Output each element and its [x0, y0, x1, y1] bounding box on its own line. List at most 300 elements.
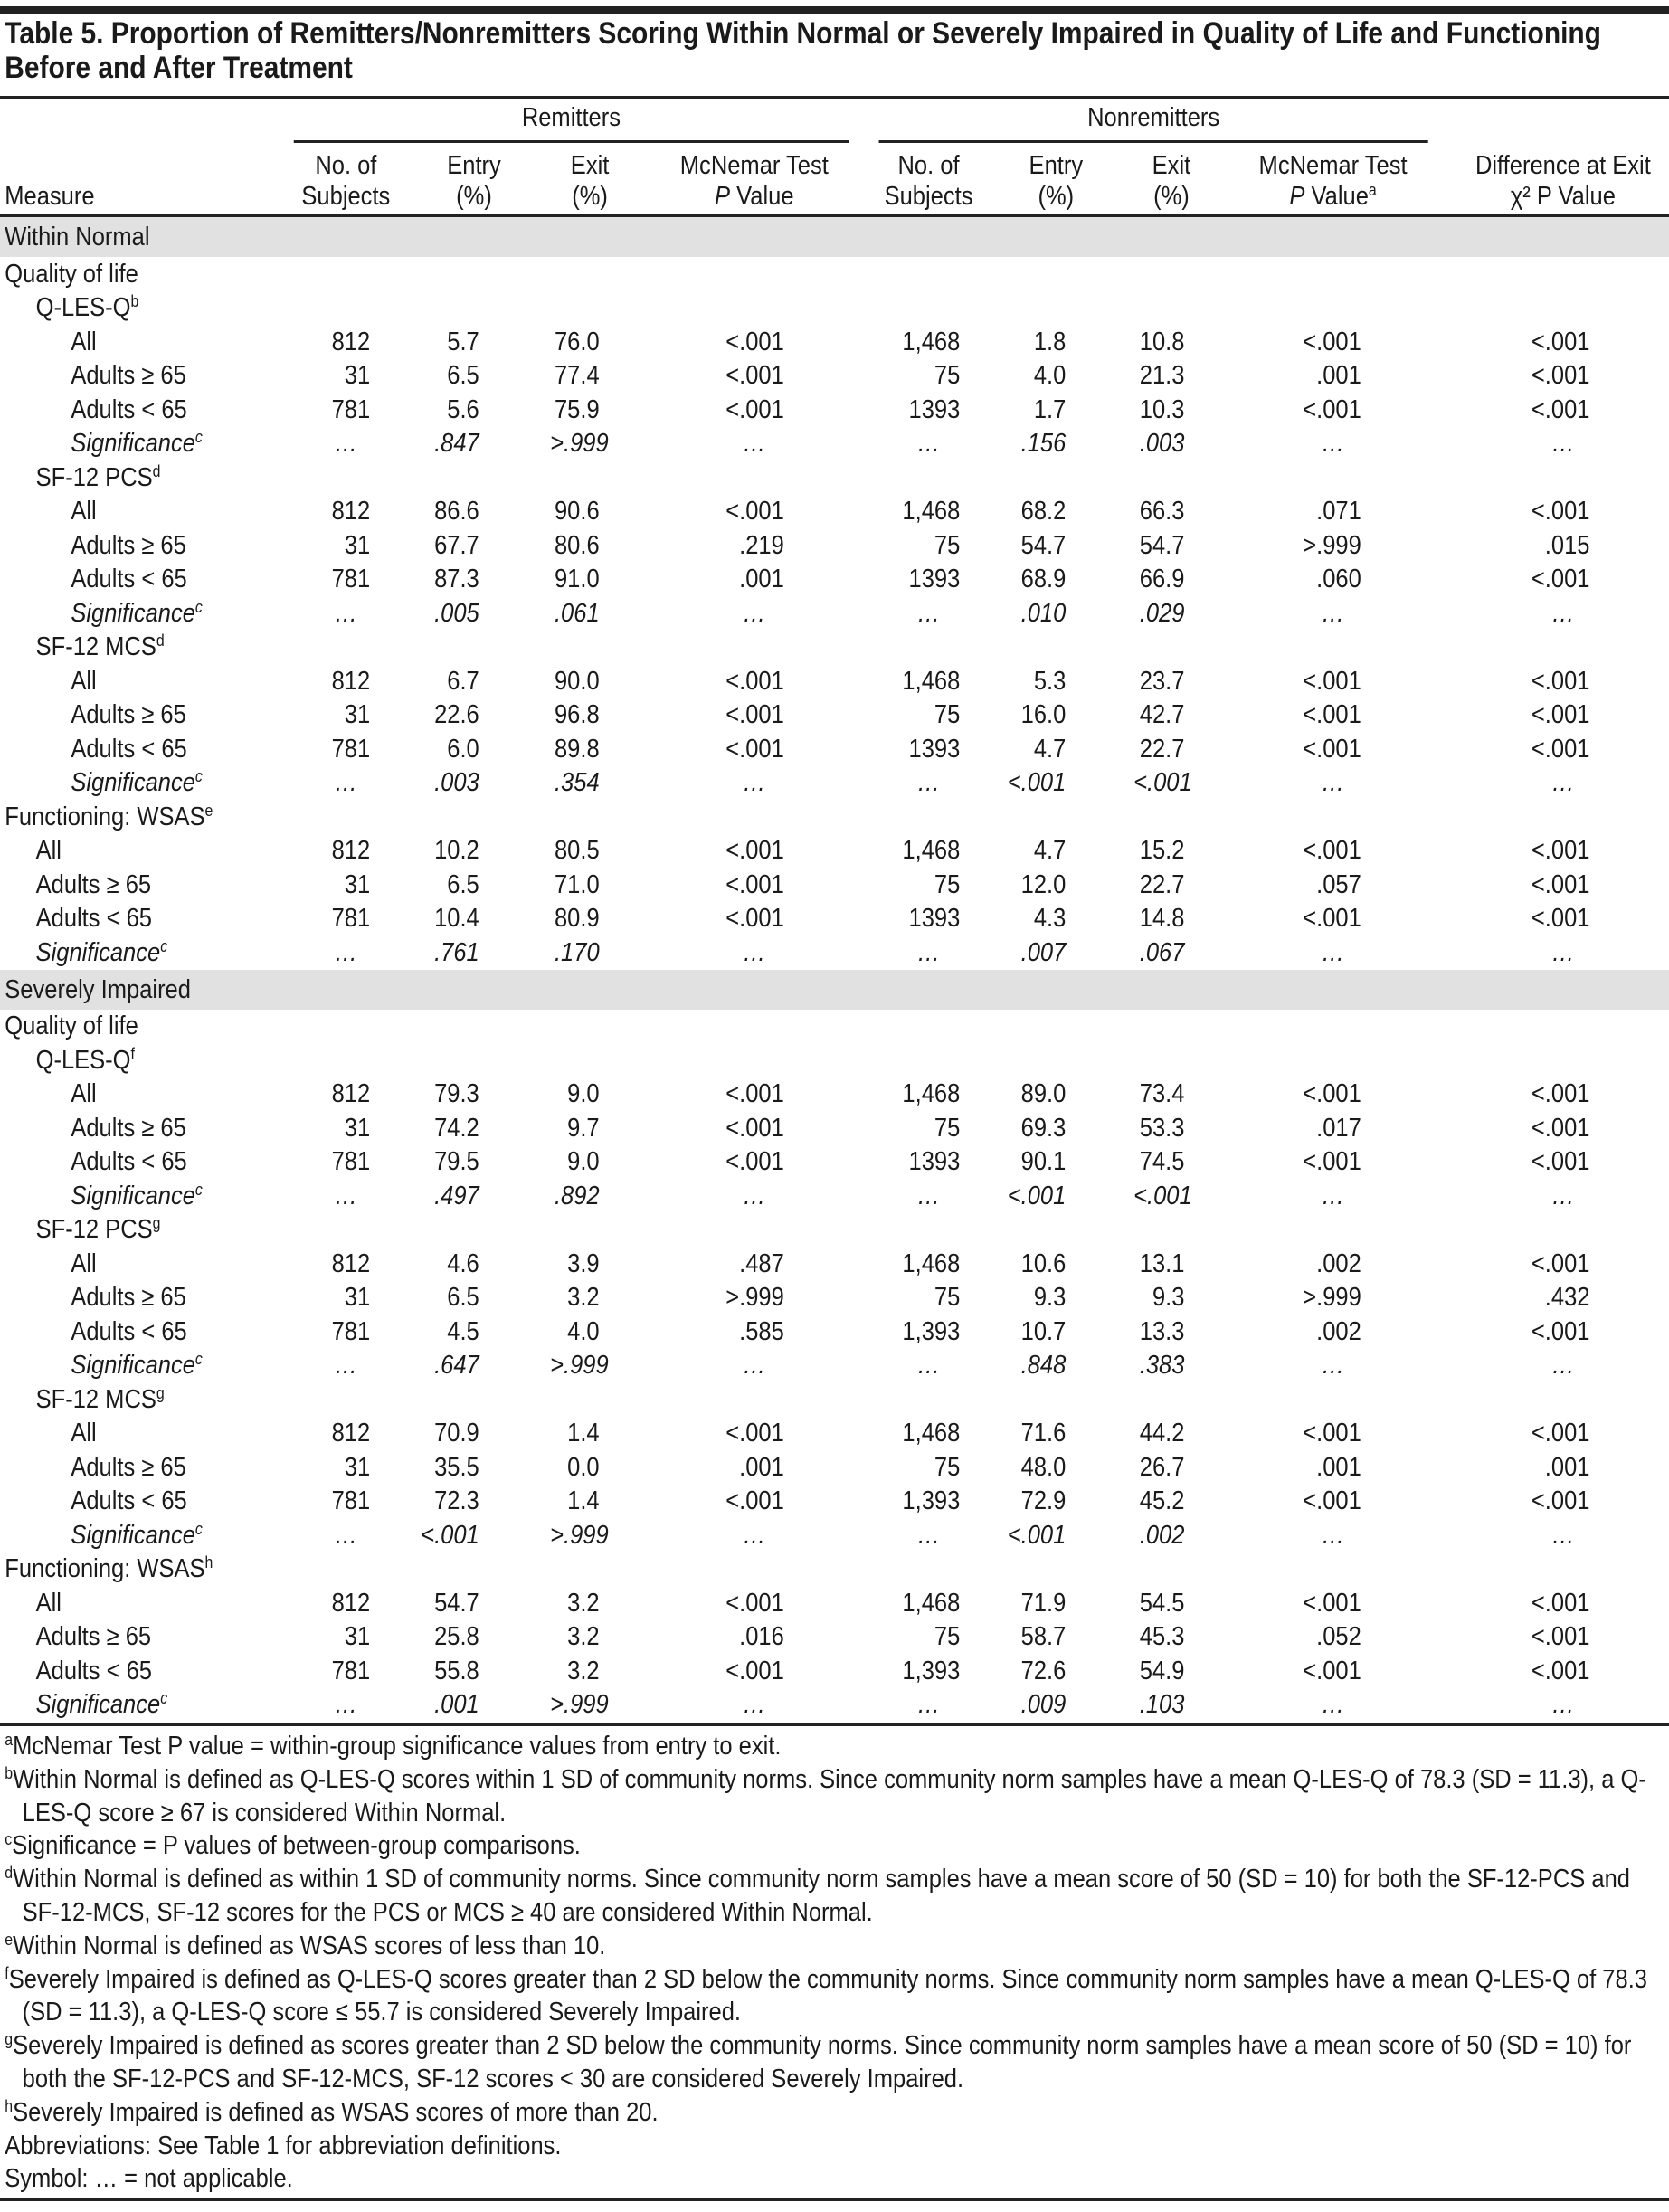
row-label-text: Adults < 65 — [71, 1316, 187, 1346]
table-cell: .009 — [1020, 1690, 1067, 1720]
table-cell: 6.5 — [447, 869, 479, 899]
table-cell: .001 — [1316, 361, 1361, 391]
table-cell: 3.2 — [567, 1283, 600, 1313]
row-label-text: Adults ≥ 65 — [71, 530, 186, 560]
table-cell: 48.0 — [1020, 1452, 1067, 1482]
row-label — [0, 868, 294, 902]
table-cell: <.001 — [1303, 1588, 1361, 1618]
table-cell: .010 — [1020, 598, 1067, 628]
row-label — [0, 631, 1669, 665]
row-label-text: Quality of life — [5, 259, 138, 289]
table-cell: <.001 — [1531, 1588, 1590, 1618]
table-cell: … — [1551, 1520, 1575, 1550]
table-cell: 5.7 — [447, 327, 479, 356]
table-cell: .002 — [1316, 1248, 1361, 1278]
row-label-text: All — [71, 666, 97, 696]
row-label-text: Adults ≥ 65 — [71, 1113, 186, 1143]
table-cell: 812 — [331, 1079, 371, 1109]
footnote — [5, 2162, 1668, 2196]
table-cell: <.001 — [1531, 394, 1590, 424]
footnote-marker: d — [5, 1864, 14, 1883]
row-label-text: Adults < 65 — [35, 904, 152, 934]
footnote-text: Severely Impaired is defined as scores greater than 2 SD below the community norms. Since community norm samples have a mean score of 50 (SD = 10) for both the SF-12-PCS and SF-12-MCS, SF-12 scores < 30 are considered Severely Impaired. — [13, 2031, 1632, 2093]
table-cell: <.001 — [725, 734, 784, 764]
row-label-text: All — [35, 1588, 62, 1618]
table-cell: 86.6 — [434, 497, 479, 527]
table-cell: .432 — [1544, 1283, 1590, 1313]
table-cell: 10.8 — [1139, 327, 1185, 356]
column-header — [398, 143, 550, 212]
table-cell: 812 — [331, 1248, 371, 1278]
table-cell: <.001 — [725, 904, 784, 934]
row-label — [0, 800, 1669, 834]
table-cell: 75 — [934, 1283, 961, 1313]
footnote-marker: d — [156, 631, 165, 650]
column-header-line: Difference at Exit — [1475, 151, 1651, 180]
table-row — [0, 1315, 1669, 1349]
column-header — [550, 143, 630, 212]
table-row — [0, 1179, 1669, 1213]
table-cell: 79.3 — [434, 1079, 479, 1109]
table-cell: … — [916, 1181, 941, 1210]
table-cell: … — [1321, 768, 1345, 798]
table-cell: .219 — [739, 530, 784, 560]
table-cell: 69.3 — [1020, 1113, 1067, 1143]
table-cell: <.001 — [1303, 327, 1361, 356]
table-cell: 71.6 — [1020, 1419, 1067, 1448]
table-cell: … — [916, 937, 941, 967]
footnote-marker: a — [1368, 181, 1377, 199]
table-cell: 14.8 — [1139, 904, 1185, 934]
group-row — [0, 1382, 1669, 1417]
column-header-line: McNemar Test — [679, 151, 829, 180]
table-cell: 67.7 — [434, 530, 479, 560]
table-cell: <.001 — [1531, 1147, 1590, 1177]
table-cell: … — [743, 1351, 766, 1381]
table-cell: >.999 — [725, 1283, 784, 1313]
table-cell: … — [334, 937, 358, 967]
table-cell: .016 — [739, 1622, 784, 1652]
table-cell: <.001 — [1531, 1316, 1590, 1346]
top-bar — [0, 6, 1669, 14]
table-cell: 9.3 — [1152, 1283, 1185, 1313]
table-cell: <.001 — [421, 1520, 479, 1550]
table-cell: 31 — [344, 1452, 371, 1482]
table-cell: … — [743, 598, 766, 628]
row-label-text: Adults ≥ 65 — [35, 869, 152, 899]
table-cell: … — [1551, 1690, 1575, 1720]
table-cell: <.001 — [1303, 904, 1361, 934]
row-label — [0, 664, 294, 698]
row-label-text: Significance — [71, 1520, 195, 1550]
table-cell: <.001 — [725, 361, 784, 391]
table-cell: 73.4 — [1139, 1079, 1185, 1109]
table-cell: 31 — [344, 700, 371, 730]
table-cell: 1393 — [908, 734, 961, 764]
group-row — [0, 291, 1669, 326]
footnote-text: Symbol: … = not applicable. — [5, 2164, 293, 2194]
table-cell: 10.2 — [434, 836, 479, 866]
table-cell: … — [1551, 429, 1575, 459]
footnote-marker: c — [194, 1350, 203, 1369]
row-label-text: Q-LES-Q — [35, 1045, 131, 1075]
table-cell: 68.9 — [1020, 565, 1067, 594]
column-header — [1456, 143, 1669, 212]
row-label-text: All — [71, 1419, 97, 1448]
table-cell: … — [1551, 768, 1575, 798]
table-cell: 72.6 — [1020, 1656, 1067, 1685]
table-cell: … — [334, 1351, 358, 1381]
p-letter: P — [715, 182, 731, 211]
table-cell: 4.6 — [447, 1248, 479, 1278]
table-cell: <.001 — [1303, 836, 1361, 866]
table-cell: 1,393 — [902, 1656, 961, 1685]
group-row — [0, 631, 1669, 665]
table-cell: … — [1321, 598, 1345, 628]
column-header-line: Exit — [1152, 151, 1191, 180]
table-cell: .003 — [1139, 429, 1185, 459]
table-title: Table 5. Proportion of Remitters/Nonremitters Scoring Within Normal or Severely Impaired in Quality of Life and Functioning Before and After Treatment — [5, 16, 1601, 85]
row-label-text: Significance — [35, 937, 161, 967]
footnote-marker: g — [156, 1383, 165, 1402]
table-row — [0, 1247, 1669, 1281]
row-label — [0, 1349, 294, 1383]
table-cell: 75.9 — [554, 394, 600, 424]
group-row — [0, 1043, 1669, 1078]
table-cell: … — [1551, 1351, 1575, 1381]
table-cell: .001 — [1316, 1452, 1361, 1482]
row-label — [0, 1688, 294, 1723]
footnote-text: McNemar Test P value = within-group significance values from entry to exit. — [13, 1732, 782, 1761]
table-cell: <.001 — [1531, 1656, 1590, 1685]
table-cell: 6.0 — [447, 734, 479, 764]
row-label — [0, 1315, 294, 1349]
table-cell: <.001 — [1303, 700, 1361, 730]
table-cell: 781 — [331, 904, 371, 934]
row-label — [0, 257, 1669, 291]
table-cell: 71.9 — [1020, 1588, 1067, 1618]
table-cell: 4.7 — [1033, 734, 1067, 764]
row-label — [0, 1145, 294, 1180]
table-cell: .007 — [1020, 937, 1067, 967]
column-header-line: Entry — [447, 151, 501, 180]
table-cell: 781 — [331, 1656, 371, 1685]
table-cell: 812 — [331, 1419, 371, 1448]
footnote — [5, 1863, 1668, 1930]
table-cell: 31 — [344, 1113, 371, 1143]
table-cell: .001 — [1544, 1452, 1590, 1482]
table-row — [0, 1078, 1669, 1112]
row-label-text: SF-12 PCS — [35, 462, 153, 492]
table-cell: .052 — [1316, 1622, 1361, 1652]
table-cell: 22.6 — [434, 700, 479, 730]
table-cell: 31 — [344, 361, 371, 391]
table-cell: 55.8 — [434, 1656, 479, 1685]
table-row — [0, 528, 1669, 563]
table-cell: 15.2 — [1139, 836, 1185, 866]
table-cell: 75 — [934, 700, 961, 730]
table-cell: 58.7 — [1020, 1622, 1067, 1652]
table-cell: … — [334, 1690, 358, 1720]
table-cell: .848 — [1020, 1351, 1067, 1381]
table-cell: <.001 — [1531, 700, 1590, 730]
row-label — [0, 1078, 294, 1112]
row-label — [0, 1382, 1669, 1417]
group-row — [0, 1010, 1669, 1044]
table-cell: 781 — [331, 394, 371, 424]
column-header-line: McNemar Test — [1258, 151, 1408, 180]
table-cell: 54.7 — [434, 1588, 479, 1618]
table-cell: 9.7 — [567, 1113, 600, 1143]
row-label — [0, 970, 1669, 1010]
table-cell: 13.1 — [1139, 1248, 1185, 1278]
row-label-text: Adults < 65 — [35, 1656, 152, 1685]
footnote-marker: h — [204, 1553, 213, 1572]
table-cell: 10.3 — [1139, 394, 1185, 424]
nonremitters-spanner: Nonremitters — [879, 102, 1428, 143]
table-cell: 79.5 — [434, 1147, 479, 1177]
table-cell: 23.7 — [1139, 666, 1185, 696]
row-label — [0, 1179, 294, 1213]
table-cell: 10.7 — [1020, 1316, 1067, 1346]
column-header — [1133, 143, 1209, 212]
footnote-marker: c — [5, 1830, 13, 1849]
table-cell: 10.4 — [434, 904, 479, 934]
table-cell: 21.3 — [1139, 361, 1185, 391]
row-label-text: Adults < 65 — [71, 1486, 187, 1516]
table-body — [0, 217, 1669, 1722]
table-cell: 5.6 — [447, 394, 479, 424]
table-cell: 76.0 — [554, 327, 600, 356]
footnote-text: Abbreviations: See Table 1 for abbreviation definitions. — [5, 2131, 562, 2160]
column-header-line: (%) — [572, 182, 608, 211]
table-cell: … — [743, 1181, 766, 1210]
table-row — [0, 732, 1669, 766]
table-cell: 1.7 — [1033, 394, 1067, 424]
table-cell: … — [1321, 1520, 1345, 1550]
table-cell: .057 — [1316, 869, 1361, 899]
table-cell: 0.0 — [567, 1452, 600, 1482]
table-row — [0, 1417, 1669, 1451]
table-row — [0, 1485, 1669, 1519]
table-cell: 90.1 — [1020, 1147, 1067, 1177]
row-label-text: SF-12 PCS — [35, 1215, 153, 1245]
row-label-text: SF-12 MCS — [35, 1384, 156, 1414]
footnote-marker: f — [5, 1963, 9, 1982]
row-label-text: All — [71, 327, 97, 356]
table-cell: 89.0 — [1020, 1079, 1067, 1109]
table-cell: .761 — [434, 937, 479, 967]
table-cell: >.999 — [550, 1520, 609, 1550]
table-cell: .017 — [1316, 1113, 1361, 1143]
table-cell: 3.9 — [567, 1248, 600, 1278]
row-label — [0, 1586, 294, 1620]
table-cell: .383 — [1139, 1351, 1185, 1381]
row-label-text: All — [71, 1248, 97, 1278]
table-cell: <.001 — [1303, 1419, 1361, 1448]
row-label — [0, 698, 294, 733]
row-label — [0, 766, 294, 801]
table-cell: <.001 — [1303, 1656, 1361, 1685]
footnote — [5, 1963, 1668, 2030]
table-cell: 9.0 — [567, 1147, 600, 1177]
column-header — [630, 143, 878, 212]
table-cell: 42.7 — [1139, 700, 1185, 730]
title-rule — [0, 96, 1669, 99]
row-label — [0, 902, 294, 936]
table-cell: 54.5 — [1139, 1588, 1185, 1618]
table-cell: 3.2 — [567, 1622, 600, 1652]
table-row — [0, 1281, 1669, 1315]
table-row — [0, 1145, 1669, 1180]
table-cell: <.001 — [725, 666, 784, 696]
table-cell: 96.8 — [554, 700, 600, 730]
table-cell: 66.3 — [1139, 497, 1185, 527]
table-cell: >.999 — [550, 1351, 609, 1381]
table-cell: … — [916, 429, 941, 459]
table-cell: 91.0 — [554, 565, 600, 594]
table-cell: <.001 — [725, 327, 784, 356]
table-cell: 54.7 — [1020, 530, 1067, 560]
row-label — [0, 495, 294, 529]
table-cell: .497 — [434, 1181, 479, 1210]
footnote-marker: g — [152, 1214, 161, 1233]
table-cell: 54.7 — [1139, 530, 1185, 560]
table-cell: … — [334, 1520, 358, 1550]
table-cell: .001 — [434, 1690, 479, 1720]
table-cell: 72.3 — [434, 1486, 479, 1516]
table-cell: <.001 — [1303, 1486, 1361, 1516]
p-letter: P — [1289, 182, 1305, 211]
row-label-text: All — [71, 1079, 97, 1109]
table-cell: 75 — [934, 361, 961, 391]
table-cell: 71.0 — [554, 869, 600, 899]
table-row — [0, 1450, 1669, 1485]
row-label — [0, 1281, 294, 1315]
table-cell: … — [743, 937, 766, 967]
row-label-text: Adults ≥ 65 — [71, 1452, 186, 1482]
table-cell: 812 — [331, 1588, 371, 1618]
row-label-text: Adults < 65 — [71, 734, 187, 764]
table-cell: .001 — [739, 565, 784, 594]
group-row — [0, 1213, 1669, 1248]
column-header-line: (%) — [1038, 182, 1075, 211]
table-row — [0, 698, 1669, 733]
footnote-text: Within Normal is defined as WSAS scores of less than 10. — [13, 1931, 606, 1960]
table-cell: 812 — [331, 327, 371, 356]
table-cell: .071 — [1316, 497, 1361, 527]
table-cell: 1393 — [908, 1147, 961, 1177]
table-bottom-rule — [0, 1723, 1669, 1726]
table-cell: <.001 — [725, 1486, 784, 1516]
table-cell: 68.2 — [1020, 497, 1067, 527]
row-label — [0, 1247, 294, 1281]
table-cell: 12.0 — [1020, 869, 1067, 899]
table-cell: 1.4 — [567, 1486, 600, 1516]
table-cell: 1393 — [908, 394, 961, 424]
table-cell: <.001 — [1531, 666, 1590, 696]
table-cell: 1,393 — [902, 1486, 961, 1516]
row-label — [0, 834, 294, 869]
table-cell: 1,468 — [902, 1248, 961, 1278]
table-cell: 3.2 — [567, 1588, 600, 1618]
row-label — [0, 1111, 294, 1145]
table-cell: 31 — [344, 530, 371, 560]
table-row — [0, 1688, 1669, 1723]
table-row — [0, 902, 1669, 936]
table-cell: 74.5 — [1139, 1147, 1185, 1177]
table-cell: <.001 — [1303, 666, 1361, 696]
table-cell: … — [916, 1690, 941, 1720]
table-cell: .585 — [739, 1316, 784, 1346]
table-cell: 1,468 — [902, 1588, 961, 1618]
footnote-text: Within Normal is defined as Q-LES-Q scores within 1 SD of community norms. Since community norm samples have a mean Q-LES-Q of 78.3 (SD = 11.3), a Q-LES-Q score ≥ 67 is considered Within Normal. — [13, 1764, 1646, 1828]
table-cell: … — [1551, 937, 1575, 967]
table-cell: 4.7 — [1033, 836, 1067, 866]
table-cell: .003 — [434, 768, 479, 798]
table-cell: <.001 — [725, 869, 784, 899]
footnote-marker: b — [5, 1763, 14, 1782]
table-cell: 70.9 — [434, 1419, 479, 1448]
footnote-marker: c — [160, 1689, 168, 1708]
table-row — [0, 1654, 1669, 1688]
table-cell: .061 — [554, 598, 600, 628]
table-row — [0, 1111, 1669, 1145]
table-cell: <.001 — [725, 1079, 784, 1109]
table-cell: 1,468 — [902, 836, 961, 866]
footnotes — [5, 1730, 1668, 2196]
table-cell: … — [334, 429, 358, 459]
table-cell: <.001 — [1007, 1520, 1067, 1550]
table-row — [0, 427, 1669, 461]
table-cell: … — [1321, 1351, 1345, 1381]
table-cell: 5.3 — [1033, 666, 1067, 696]
footnote — [5, 2029, 1668, 2096]
table-cell: 1,468 — [902, 497, 961, 527]
column-header — [979, 143, 1134, 212]
table-cell: 812 — [331, 497, 371, 527]
table-cell: 812 — [331, 666, 371, 696]
table-cell: 4.0 — [567, 1316, 600, 1346]
row-label — [0, 217, 1669, 257]
row-label — [0, 563, 294, 597]
table-cell: 72.9 — [1020, 1486, 1067, 1516]
table-cell: 812 — [331, 836, 371, 866]
table-row — [0, 1518, 1669, 1552]
table-cell: .015 — [1544, 530, 1590, 560]
column-header-line: No. of — [315, 151, 377, 180]
table-cell: .892 — [554, 1181, 600, 1210]
table-cell: <.001 — [1531, 497, 1590, 527]
table-cell: 75 — [934, 530, 961, 560]
table-cell: 45.3 — [1139, 1622, 1185, 1652]
row-label — [0, 1043, 1669, 1078]
table-cell: <.001 — [1133, 768, 1192, 798]
table-cell: 80.9 — [554, 904, 600, 934]
table-cell: 31 — [344, 1622, 371, 1652]
footnote-marker: c — [194, 1519, 203, 1538]
footnote-marker: c — [194, 597, 203, 616]
table-cell: 35.5 — [434, 1452, 479, 1482]
row-label-text: Adults < 65 — [71, 394, 187, 424]
table-cell: 89.8 — [554, 734, 600, 764]
table-cell: <.001 — [1531, 1113, 1590, 1143]
table-cell: .060 — [1316, 565, 1361, 594]
footnote-text: Significance = P values of between-group comparisons. — [12, 1831, 581, 1861]
row-label-text: Adults < 65 — [71, 565, 187, 594]
table-cell: … — [743, 1520, 766, 1550]
table-cell: … — [1321, 1181, 1345, 1210]
